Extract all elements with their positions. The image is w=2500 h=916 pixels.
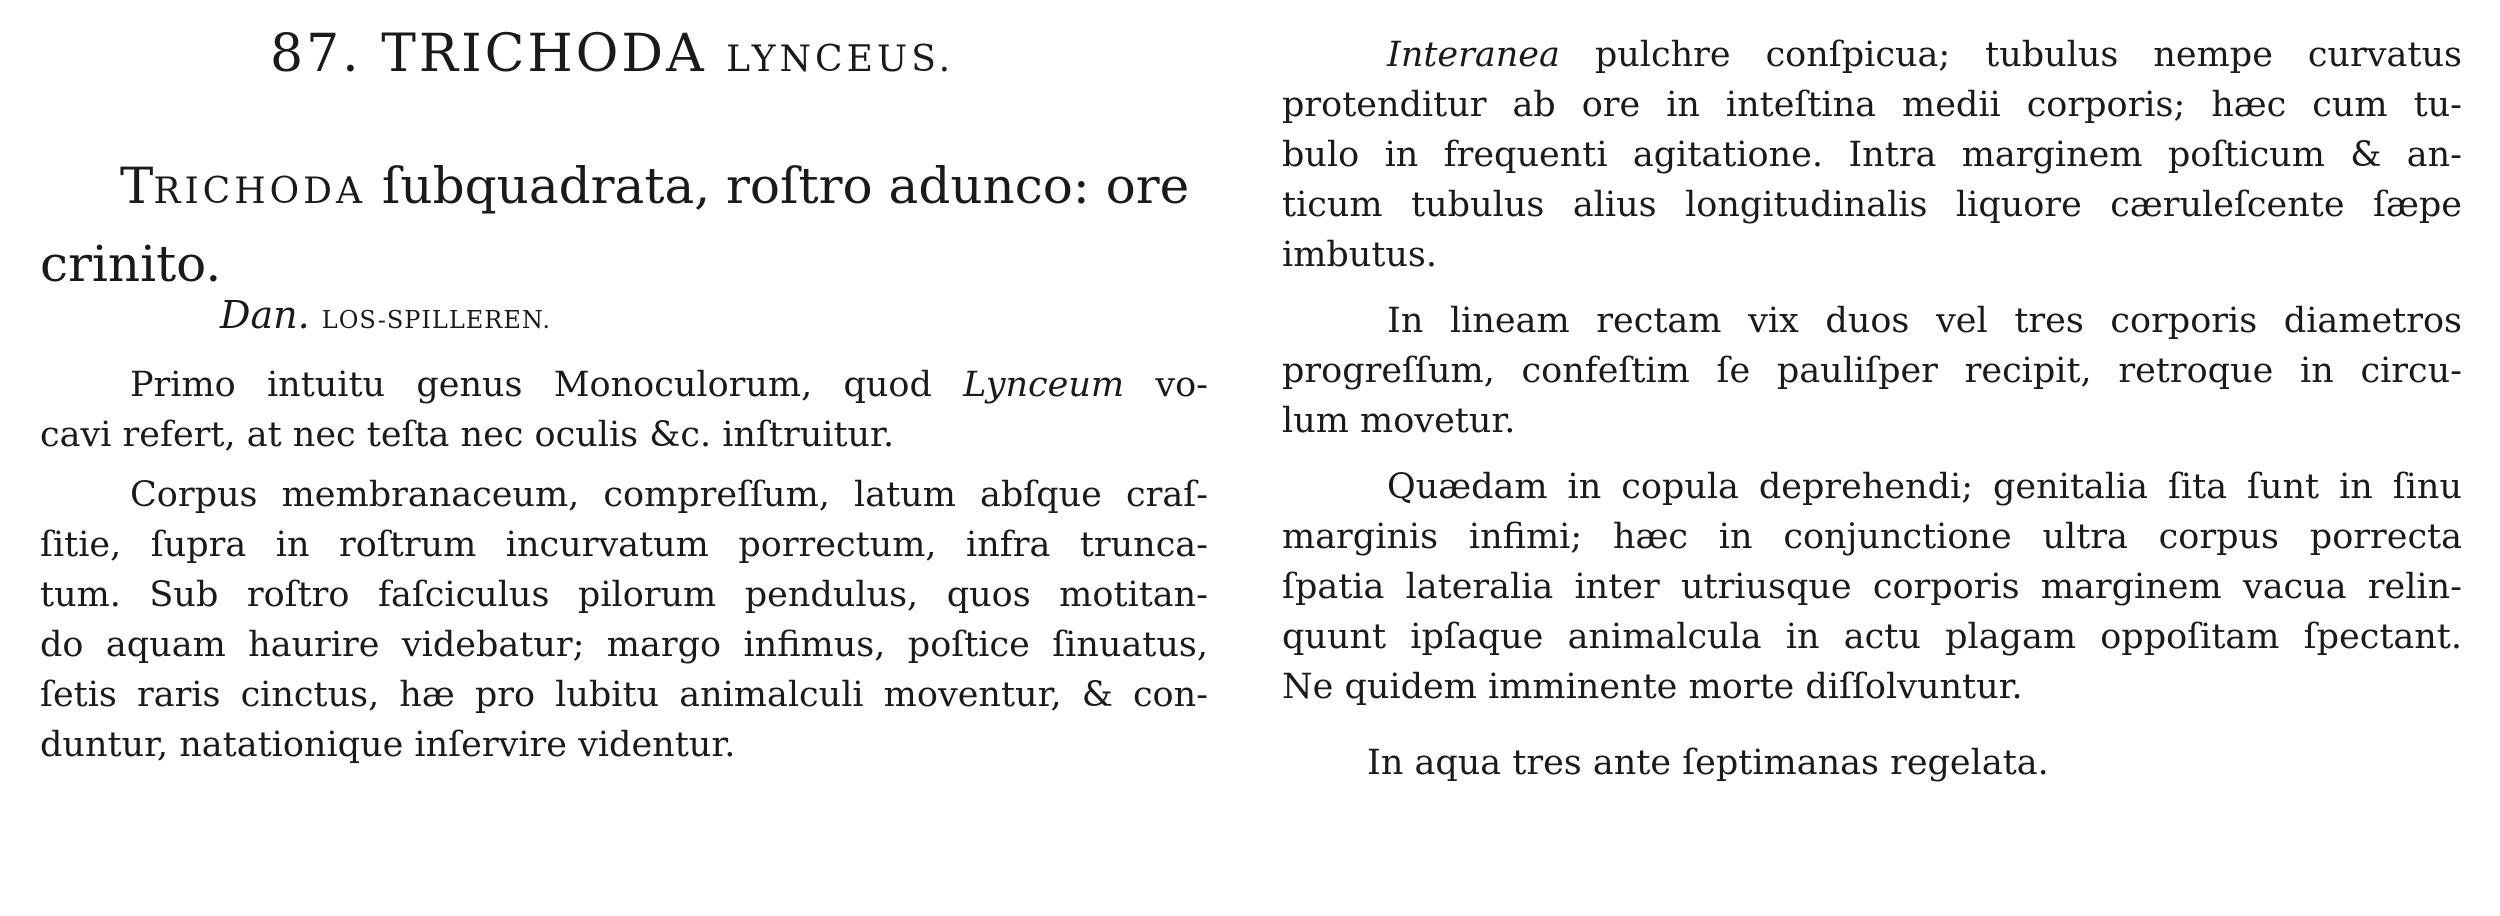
danish-abbr: Dan. <box>220 293 310 337</box>
italic-term: Interanea <box>1387 35 1560 75</box>
text-line <box>1282 296 2462 346</box>
text-line: ſitie, ſupra in roſtrum incurvatum porrectum, infra trunca- <box>40 525 1208 565</box>
species-diagnosis <box>40 150 1280 300</box>
diagnosis-text-line1: ſubquadrata, roſtro adunco: ore <box>366 157 1190 215</box>
text-fragment: pulchre conſpicua; tubulus nempe curvatus <box>1559 35 2462 75</box>
text-line: protenditur ab ore in inteſtina medii corporis; hæc cum tu- <box>1282 85 2462 125</box>
text-line: tum. Sub roſtro faſciculus pilorum pendulus, quos motitan- <box>40 575 1208 615</box>
italic-term: Lynceum <box>963 365 1125 405</box>
danish-name <box>220 293 551 337</box>
text-line <box>1282 30 2462 80</box>
text-line: ſpatia lateralia inter utriusque corporis marginem vacua relin- <box>1282 567 2462 607</box>
text-line <box>1282 462 2462 512</box>
text-line: progreſſum, confeſtim ſe pauliſper recipit, retroque in circu- <box>1282 351 2462 391</box>
text-fragment: In lineam rectam vix duos vel tres corporis diametros <box>1387 301 2462 341</box>
text-line: ſetis raris cinctus, hæ pro lubitu animalculi moventur, & con- <box>40 675 1208 715</box>
title-genus: TRICHODA <box>381 24 707 84</box>
diagnosis-genus-initial: T <box>120 157 154 215</box>
danish-common-name: LOS-SPILLEREN. <box>321 306 551 334</box>
text-line: lum movetur. <box>1282 401 1516 441</box>
diagnosis-genus-rest: RICHODA <box>153 171 366 212</box>
text-fragment: vo- <box>1124 365 1209 405</box>
paragraph-copulation <box>1282 462 2462 712</box>
paragraph-interior <box>1282 30 2462 280</box>
text-fragment: Quædam in copula deprehendi; genitalia ſita ſunt in ſinu <box>1387 467 2462 507</box>
text-fragment: Primo intuitu genus Monoculorum, quod <box>130 365 964 405</box>
paragraph-movement <box>1282 296 2462 446</box>
paragraph-habitat <box>1282 738 2462 788</box>
text-line <box>40 470 1208 520</box>
paragraph-body-description <box>40 470 1208 770</box>
text-line: do aquam haurire videbatur; margo infimus, poſtice ſinuatus, <box>40 625 1208 665</box>
species-title <box>270 24 955 84</box>
text-line: imbutus. <box>1282 235 1438 275</box>
text-line: cavi refert, at nec teſta nec oculis &c. inſtruitur. <box>40 415 895 455</box>
text-line: duntur, natationique inſervire videntur. <box>40 725 736 765</box>
text-fragment: In aqua tres ante ſeptimanas regelata. <box>1367 743 2049 783</box>
title-number: 87. <box>270 24 362 84</box>
paragraph-first-impression <box>40 360 1208 460</box>
text-line <box>40 360 1208 410</box>
text-line: ticum tubulus alius longitudinalis liquore cæruleſcente ſæpe <box>1282 185 2462 225</box>
text-line: Ne quidem imminente morte diſſolvuntur. <box>1282 667 2023 707</box>
text-line: quunt ipſaque animalcula in actu plagam oppoſitam ſpectant. <box>1282 617 2462 657</box>
text-line <box>1282 738 2462 788</box>
title-species: LYNCEUS. <box>726 39 955 80</box>
text-line: bulo in frequenti agitatione. Intra marginem poſticum & an- <box>1282 135 2462 175</box>
text-line: marginis infimi; hæc in conjunctione ultra corpus porrecta <box>1282 517 2462 557</box>
diagnosis-text-line2: crinito. <box>40 235 222 293</box>
text-fragment: Corpus membranaceum, compreſſum, latum abſque craſ- <box>130 475 1208 515</box>
